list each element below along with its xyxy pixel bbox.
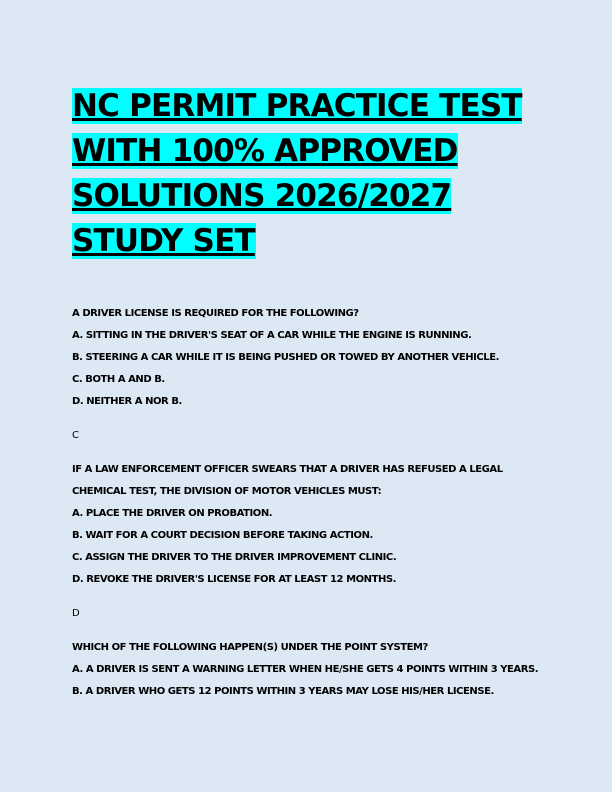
document-title: [72, 84, 542, 264]
option-a: A. SITTING IN THE DRIVER'S SEAT OF A CAR WHILE THE ENGINE IS RUNNING.: [72, 330, 472, 341]
document-title-text: NC PERMIT PRACTICE TEST WITH 100% APPROVED SOLUTIONS 2026/2027 STUDY SET: [72, 88, 522, 259]
option-d: D. NEITHER A NOR B.: [72, 396, 182, 407]
question-text: WHICH OF THE FOLLOWING HAPPEN(S) UNDER THE POINT SYSTEM?: [72, 642, 428, 653]
option-c: C. BOTH A AND B.: [72, 374, 165, 385]
option-c: C. ASSIGN THE DRIVER TO THE DRIVER IMPROVEMENT CLINIC.: [72, 552, 397, 563]
option-b: B. STEERING A CAR WHILE IT IS BEING PUSHED OR TOWED BY ANOTHER VEHICLE.: [72, 352, 499, 363]
option-b: B. WAIT FOR A COURT DECISION BEFORE TAKING ACTION.: [72, 530, 373, 541]
option-d: D. REVOKE THE DRIVER'S LICENSE FOR AT LEAST 12 MONTHS.: [72, 574, 396, 585]
option-a: A. A DRIVER IS SENT A WARNING LETTER WHEN HE/SHE GETS 4 POINTS WITHIN 3 YEARS.: [72, 664, 539, 675]
question-text: IF A LAW ENFORCEMENT OFFICER SWEARS THAT A DRIVER HAS REFUSED A LEGAL CHEMICAL TEST, THE DIVISION OF MOTOR VEHICLES MUST:: [72, 464, 503, 497]
option-b: B. A DRIVER WHO GETS 12 POINTS WITHIN 3 YEARS MAY LOSE HIS/HER LICENSE.: [72, 686, 494, 697]
question-list: [72, 303, 552, 703]
option-a: A. PLACE THE DRIVER ON PROBATION.: [72, 508, 273, 519]
question-text: A DRIVER LICENSE IS REQUIRED FOR THE FOLLOWING?: [72, 308, 359, 319]
answer-text: D: [72, 608, 80, 619]
answer-text: C: [72, 430, 79, 441]
